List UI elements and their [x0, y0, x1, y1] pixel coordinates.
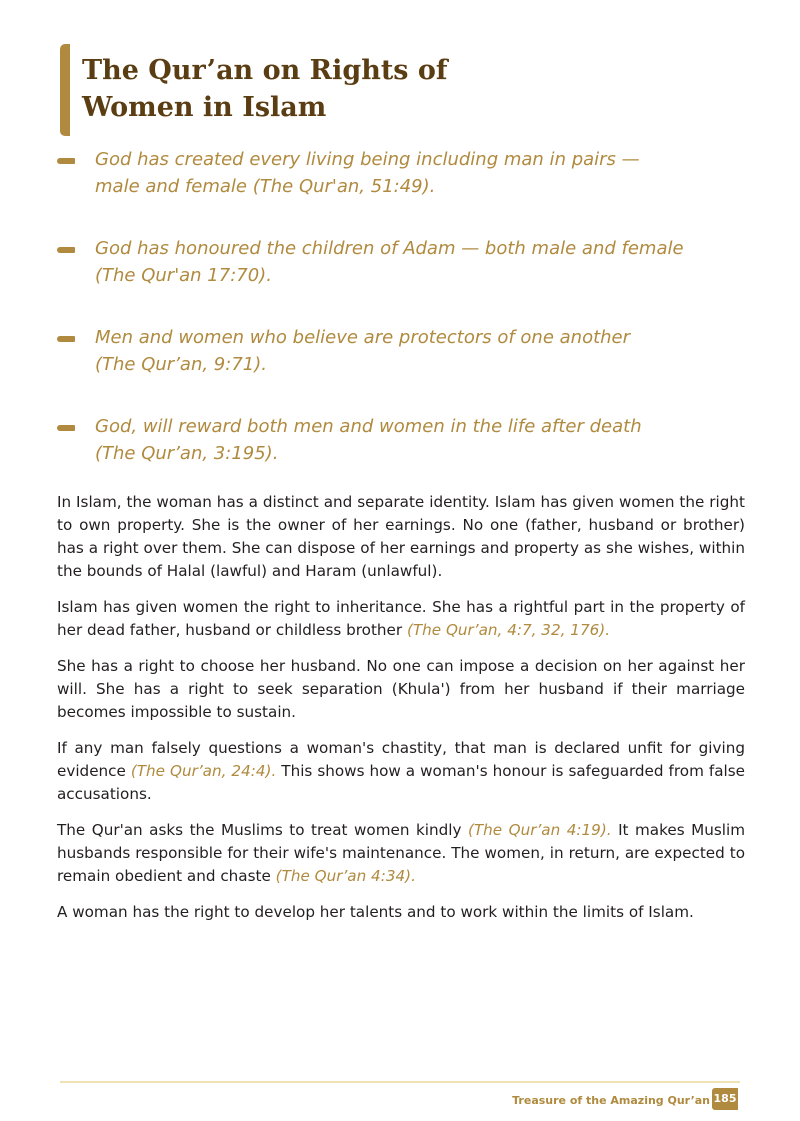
bullet-item	[57, 413, 757, 502]
footer-divider	[60, 1081, 740, 1083]
bullet-line: (The Qur'an 17:70).	[95, 265, 272, 286]
bullet-text	[95, 146, 757, 200]
footer-book-title: Treasure of the Amazing Qur’an	[512, 1094, 710, 1107]
paragraph-text: It makes Muslim husbands responsible for their wife's maintenance. The women, in return, are expected to remain obedient and chaste	[57, 821, 745, 885]
bullet-line: male and female (The Qur'an, 51:49).	[95, 176, 436, 197]
bullet-text	[95, 235, 757, 289]
bullet-item	[57, 324, 757, 413]
title-accent-bar	[60, 44, 70, 136]
bullet-line: God has created every living being including man in pairs —	[95, 149, 640, 170]
paragraph-text: A woman has the right to develop her talents and to work within the limits of Islam.	[57, 903, 694, 921]
quran-citation: (The Qur’an 4:34).	[275, 867, 416, 885]
bullet-marker-icon	[57, 336, 75, 342]
paragraph-text: She has a right to choose her husband. No one can impose a decision on her against her will. She has a right to seek separation (Khula') from her husband if their marriage becomes impossible to sustain.	[57, 657, 745, 721]
page-title	[82, 52, 682, 126]
bullet-line: (The Qur’an, 3:195).	[95, 443, 279, 464]
paragraph-text: This shows how a woman's honour is safeguarded from false accusations.	[57, 762, 746, 803]
paragraph	[57, 737, 745, 806]
bullet-line: Men and women who believe are protectors of one another	[95, 327, 631, 348]
quran-citation: (The Qur’an, 24:4).	[130, 762, 277, 780]
bullet-line: (The Qur’an, 9:71).	[95, 354, 267, 375]
quran-citation: (The Qur’an 4:19).	[467, 821, 612, 839]
paragraph-text: In Islam, the woman has a distinct and separate identity. Islam has given women the right to own property. She is the owner of her earnings. No one (father, husband or brother) has a right over them. She can dispose of her earnings and property as she wishes, within the bounds of Halal (lawful) and Haram (unlawful).	[57, 493, 745, 580]
paragraph	[57, 596, 745, 642]
paragraph-text: Islam has given women the right to inheritance. She has a rightful part in the property of her dead father, husband or childless brother	[57, 598, 745, 639]
bullet-line: God, will reward both men and women in the life after death	[95, 416, 642, 437]
bullet-item	[57, 235, 757, 324]
bullet-list	[57, 146, 757, 502]
bullet-marker-icon	[57, 247, 75, 253]
paragraph	[57, 819, 745, 888]
title-line-1: The Qur’an on Rights of	[82, 55, 448, 86]
paragraph-text: If any man falsely questions a woman's chastity, that man is declared unfit for giving evidence	[57, 739, 745, 780]
page-number: 185	[712, 1088, 738, 1110]
paragraph	[57, 655, 745, 724]
bullet-marker-icon	[57, 158, 75, 164]
bullet-text	[95, 413, 757, 467]
bullet-item	[57, 146, 757, 235]
title-line-2: Women in Islam	[82, 92, 327, 123]
quran-citation: (The Qur’an, 4:7, 32, 176).	[406, 621, 611, 639]
body-text	[57, 491, 745, 937]
bullet-line: God has honoured the children of Adam — both male and female	[95, 238, 684, 259]
paragraph-text: The Qur'an asks the Muslims to treat women kindly	[57, 821, 468, 839]
paragraph	[57, 491, 745, 583]
bullet-marker-icon	[57, 425, 75, 431]
bullet-text	[95, 324, 757, 378]
paragraph	[57, 901, 745, 924]
